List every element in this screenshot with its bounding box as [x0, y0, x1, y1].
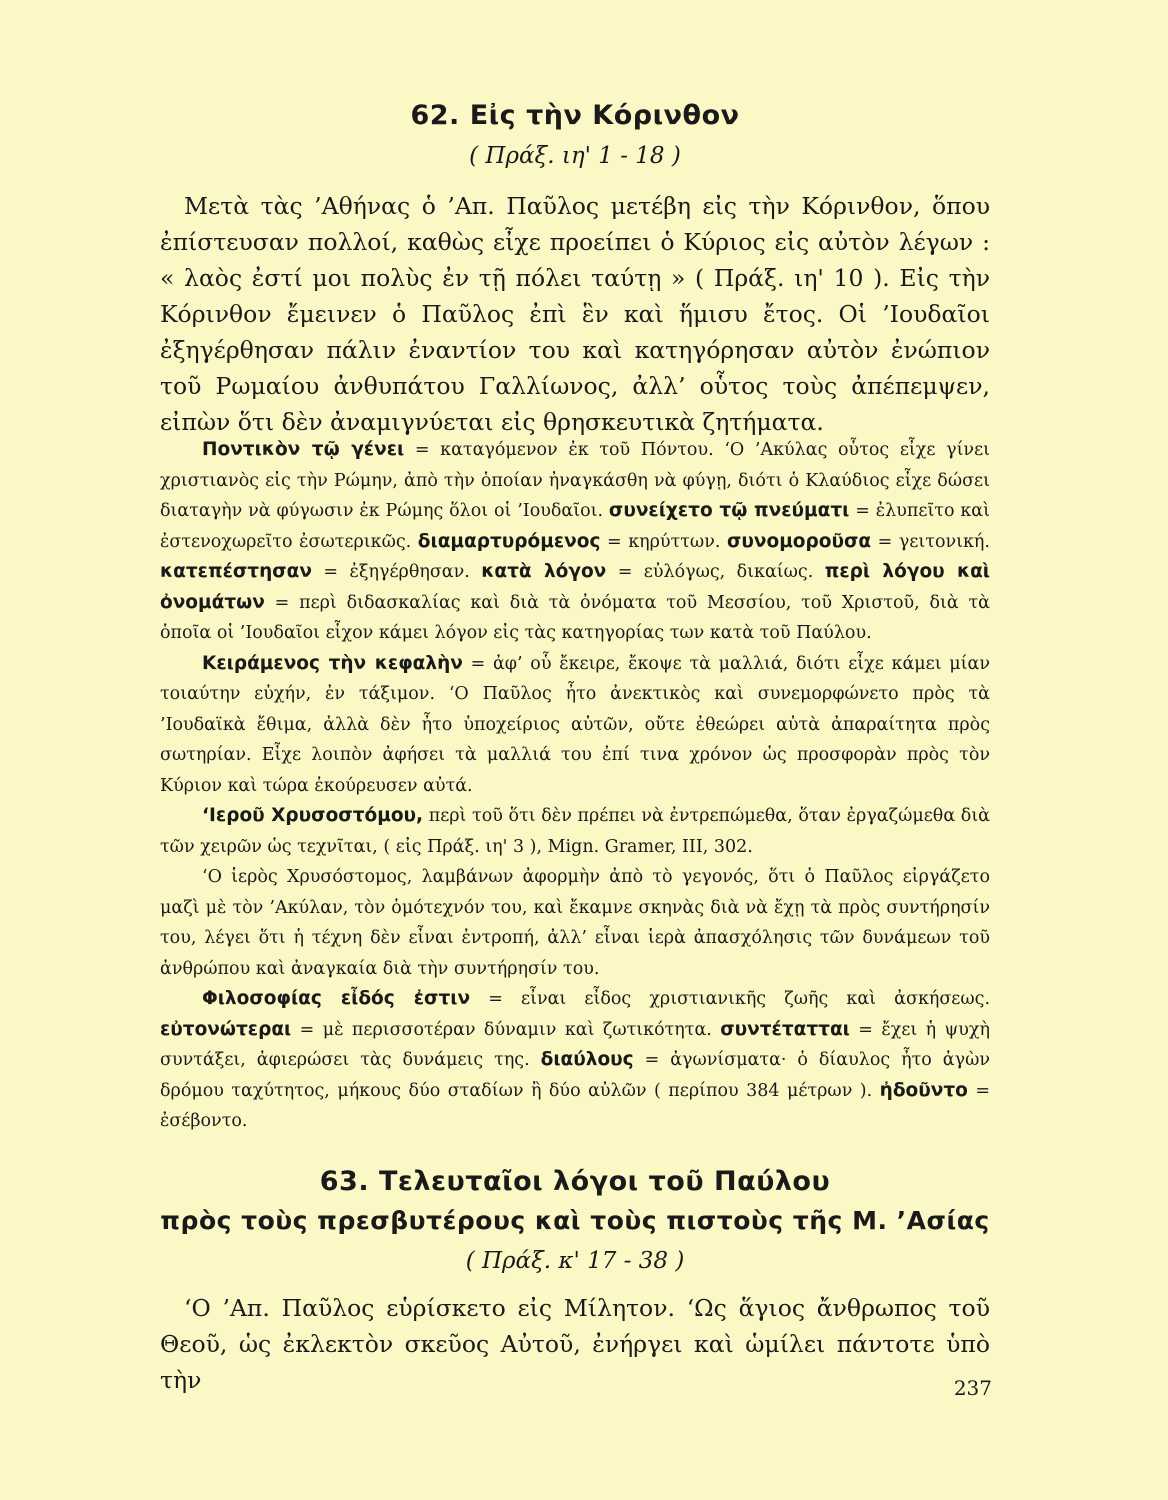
- glossary-text: = ἀγωνίσματα· ὁ δίαυλος ἦτο ἀγὼν δρόμου ταχύτητος, μήκους δύο σταδίων ἢ δύο αὐλῶν ( περίπου 384 μέτρων ).: [160, 1050, 990, 1101]
- section-63-title-line1: 63. Τελευταῖοι λόγοι τοῦ Παύλου: [319, 1166, 831, 1197]
- glossary-text: = ἀφ’ οὗ ἔκειρε, ἔκοψε τὰ μαλλιά, διότι εἶχε κάμει μίαν τοιαύτην εὐχήν, ἐν τάξιμον. ‘Ο Παῦλος ἦτο ἀνεκτικὸς καὶ συνεμορφώνετο πρὸς τὰ ’Ιουδαϊκὰ ἔθιμα, ἀλλὰ δὲν ἦτο ὑποχείριος αὐτῶν, οὔτε ἐθεώρει αὐτὰ ἀπαραίτητα πρὸς σωτηρίαν. Εἶχε λοιπὸν ἀφήσει τὰ μαλλιά του ἐπί τινα χρόνον ὡς προσφορὰν πρὸς τὸν Κύριον καὶ τώρα ἐκούρευσεν αὐτά.: [160, 653, 990, 796]
- glossary-term: ἠδοῦντο: [879, 1079, 968, 1101]
- glossary-term: συντέτατται: [720, 1018, 850, 1040]
- glossary-term: ‘Ιεροῦ Χρυσοστόμου,: [202, 805, 424, 826]
- glossary-text: περὶ τοῦ ὅτι δὲν πρέπει νὰ ἐντρεπώμεθα, ὅταν ἐργαζώμεθα διὰ τῶν χειρῶν ὡς τεχνῖται, ( εἰς Πράξ. ιη' 3 ), Mign. Gramer, III, 302.: [160, 806, 990, 857]
- section-62-body: [160, 188, 990, 440]
- glossary-text: = ἐξηγέρθησαν.: [312, 562, 482, 582]
- note-paragraph: [160, 984, 990, 1137]
- glossary-term: διαύλους: [540, 1049, 634, 1070]
- section-62-title: 62. Εἰς τὴν Κόρινθον: [410, 100, 740, 131]
- glossary-text: = ἔχει ἡ ψυχὴ συντάξει, ἀφιερώσει τὰς δυνάμεις της.: [160, 1019, 990, 1070]
- section-63-paragraph: ‘Ο ’Απ. Παῦλος εὑρίσκετο εἰς Μίλητον. ‘Ως ἅγιος ἄνθρωπος τοῦ Θεοῦ, ὡς ἐκλεκτὸν σκεῦος Αὐτοῦ, ἐνήργει καὶ ὡμίλει πάντοτε ὑπὸ τὴν: [160, 1294, 990, 1394]
- glossary-term: Ποντικὸν τῷ γένει: [202, 439, 405, 460]
- note-paragraph: [160, 649, 990, 802]
- glossary-text: = περὶ διδασκαλίας καὶ διὰ τὰ ὀνόματα τοῦ Μεσσίου, τοῦ Χριστοῦ, διὰ τὰ ὁποῖα οἱ ’Ιουδαῖοι εἶχον κάμει λόγον εἰς τὰς κατηγορίας των κατὰ τοῦ Παύλου.: [160, 592, 990, 643]
- glossary-text: = ἐλυπεῖτο καὶ ἐστενοχωρεῖτο ἐσωτερικῶς.: [160, 501, 990, 552]
- section-62-paragraph: Μετὰ τὰς ’Αθήνας ὁ ’Απ. Παῦλος μετέβη εἰς τὴν Κόρινθον, ὅπου ἐπίστευσαν πολλοί, καθὼς εἶχε προείπει ὁ Κύριος εἰς αὐτὸν λέγων : « λαὸς ἐστί μοι πολὺς ἐν τῇ πόλει ταύτῃ » ( Πράξ. ιη' 10 ). Εἰς τὴν Κόρινθον ἔμεινεν ὁ Παῦλος ἐπὶ ἓν καὶ ἥμισυ ἔτος. Οἱ ’Ιουδαῖοι ἐξηγέρθησαν πάλιν ἐναντίον του καὶ κατηγόρησαν αὐτὸν ἐνώπιον τοῦ Ρωμαίου ἀνθυπάτου Γαλλίωνος, ἀλλ’ οὗτος τοὺς ἀπέπεμψεν, εἰπὼν ὅτι δὲν ἀναμιγνύεται εἰς θρησκευτικὰ ζητήματα.: [160, 192, 990, 436]
- note-paragraph: [160, 862, 990, 984]
- glossary-term: διαμαρτυρόμενος: [417, 530, 601, 552]
- glossary-text: = ἐσέβοντο.: [160, 1080, 990, 1131]
- glossary-text: = εὐλόγως, δικαίως.: [606, 562, 825, 582]
- glossary-term: κατεπέστησαν: [160, 561, 312, 582]
- glossary-term: κατὰ λόγον: [481, 561, 607, 582]
- glossary-term: εὐτονώτεραι: [160, 1018, 292, 1040]
- glossary-text: = κηρύττων.: [600, 531, 727, 552]
- glossary-text: ‘Ο ἱερὸς Χρυσόστομος, λαμβάνων ἀφορμὴν ἀπὸ τὸ γεγονός, ὅτι ὁ Παῦλος εἰργάζετο μαζὶ μὲ τὸν ’Ακύλαν, τὸν ὁμότεχνόν του, καὶ ἔκαμνε σκηνὰς διὰ νὰ ἔχῃ τὰ πρὸς συντήρησίν του, λέγει ὅτι ἡ τέχνη δὲν εἶναι ἐντροπή, ἀλλ’ εἶναι ἱερὰ ἀπασχόλησις τῶν δυνάμεων τοῦ ἀνθρώπου καὶ ἀναγκαία διὰ τὴν συντήρησίν του.: [160, 867, 990, 979]
- page-number: 237: [953, 1376, 992, 1400]
- note-paragraph: [160, 435, 990, 649]
- glossary-term: συνείχετο τῷ πνεύματι: [608, 500, 850, 521]
- note-paragraph: [160, 801, 990, 862]
- section-62-notes: [160, 435, 990, 1137]
- glossary-term: Φιλοσοφίας εἶδός ἐστιν: [202, 988, 471, 1009]
- glossary-text: = εἶναι εἶδος χριστιανικῆς ζωῆς καὶ ἀσκήσεως.: [470, 989, 991, 1009]
- section-63-reference: ( Πράξ. κ' 17 - 38 ): [465, 1248, 685, 1274]
- glossary-term: συνομοροῦσα: [726, 530, 872, 552]
- glossary-term: περὶ λόγου καὶ ὀνομάτων: [160, 561, 991, 613]
- glossary-text: = γειτονική.: [871, 531, 990, 552]
- section-63-title-line2: πρὸς τοὺς πρεσβυτέρους καὶ τοὺς πιστοὺς τῆς Μ. ’Ασίας: [160, 1206, 990, 1235]
- section-63-body: [160, 1290, 990, 1398]
- section-62-reference: ( Πράξ. ιη' 1 - 18 ): [469, 143, 681, 169]
- glossary-term: Κειράμενος τὴν κεφαλὴν: [202, 652, 463, 674]
- glossary-text: = μὲ περισσοτέραν δύναμιν καὶ ζωτικότητα.: [291, 1019, 721, 1040]
- glossary-text: = καταγόμενον ἐκ τοῦ Πόντου. ‘Ο ’Ακύλας οὗτος εἶχε γίνει χριστιανὸς εἰς τὴν Ρώμην, ἀπὸ τὴν ὁποίαν ἠναγκάσθη νὰ φύγῃ, διότι ὁ Κλαύδιος εἶχε δώσει διαταγὴν νὰ φύγωσιν ἐκ Ρώμης ὅλοι οἱ ’Ιουδαῖοι.: [160, 440, 990, 521]
